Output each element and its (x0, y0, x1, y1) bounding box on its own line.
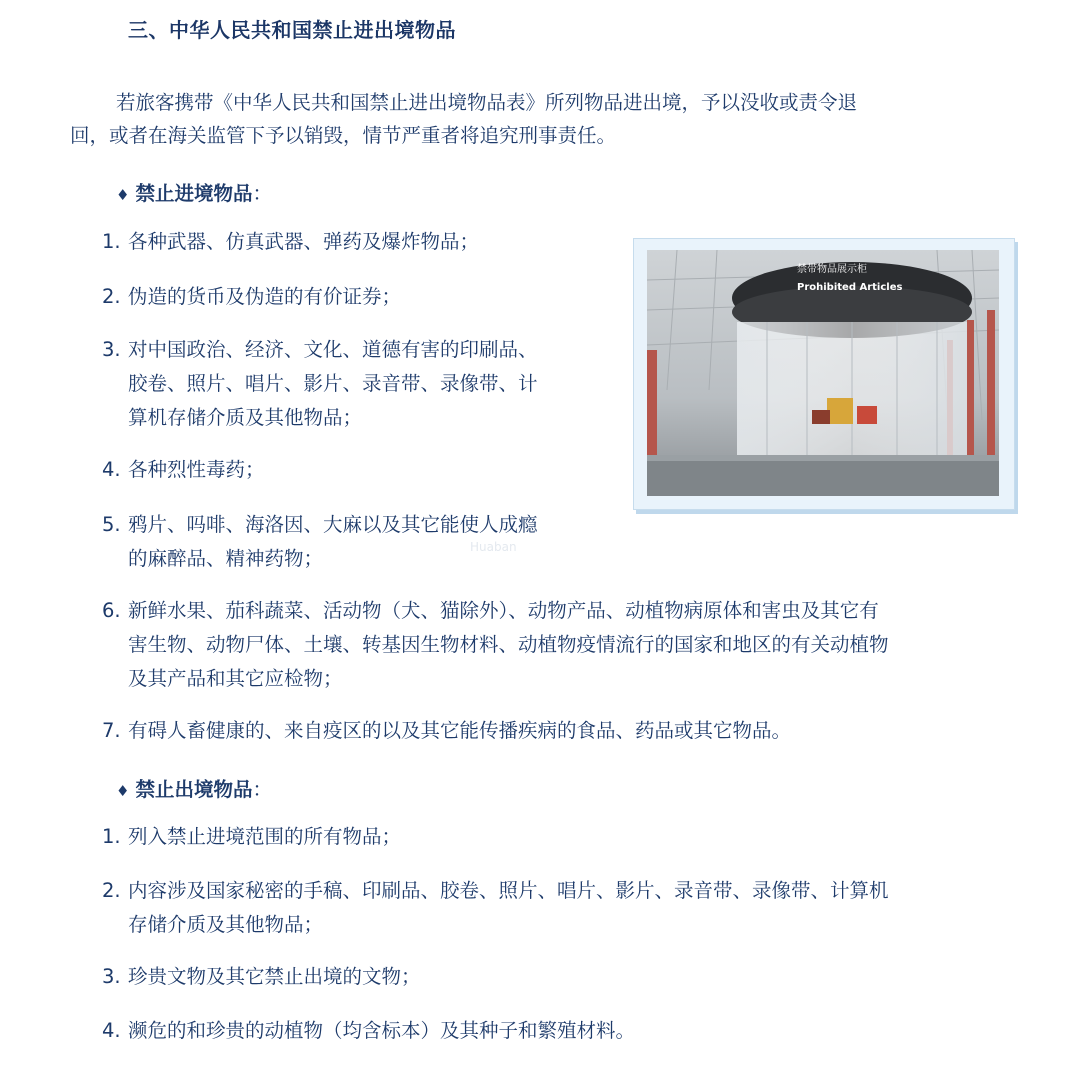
watermark: Huaban (470, 540, 517, 554)
prohibited-articles-photo (647, 250, 999, 496)
import-section-title (116, 178, 272, 206)
export-item-1 (102, 820, 401, 854)
item-text: 濒危的和珍贵的动植物（均含标本）及其种子和繁殖材料。 (128, 1019, 636, 1042)
item-text: 珍贵文物及其它禁止出境的文物； (128, 965, 421, 988)
diamond-bullet-icon: ♦ (116, 186, 130, 204)
item-text: 新鲜水果、茄科蔬菜、活动物（犬、猫除外）、动物产品、动植物病原体和害虫及其它有 (128, 599, 879, 622)
sign-chinese: 禁带物品展示柜 (797, 264, 867, 275)
import-item-3 (102, 333, 538, 435)
item-number: 3. (102, 965, 121, 988)
export-item-4 (102, 1014, 635, 1048)
sign-english: Prohibited Articles (797, 282, 903, 293)
item-text: 存储介质及其他物品； (128, 913, 324, 936)
page-heading: 三、中华人民共和国禁止进出境物品 (128, 18, 456, 42)
intro-paragraph (70, 86, 1010, 152)
item-text: 对中国政治、经济、文化、道德有害的印刷品、 (128, 338, 538, 361)
export-item-2 (102, 874, 889, 942)
item-number: 3. (102, 338, 121, 361)
item-text: 的麻醉品、精神药物； (128, 547, 324, 570)
item-number: 5. (102, 513, 121, 536)
intro-line-1: 若旅客携带《中华人民共和国禁止进出境物品表》所列物品进出境，予以没收或责令退 (116, 91, 858, 114)
item-text: 及其产品和其它应检物； (128, 667, 343, 690)
item-text: 各种武器、仿真武器、弹药及爆炸物品； (128, 230, 480, 253)
intro-line-2: 回，或者在海关监管下予以销毁，情节严重者将追究刑事责任。 (70, 124, 617, 147)
import-item-6 (102, 594, 889, 696)
import-item-4 (102, 453, 265, 487)
import-item-2 (102, 280, 401, 314)
item-text: 害生物、动物尸体、土壤、转基因生物材料、动植物疫情流行的国家和地区的有关动植物 (128, 633, 889, 656)
item-text: 胶卷、照片、唱片、影片、录音带、录像带、计 (128, 372, 538, 395)
item-number: 1. (102, 230, 121, 253)
import-item-1 (102, 225, 479, 259)
import-title-colon: ： (252, 182, 272, 205)
item-text: 有碍人畜健康的、来自疫区的以及其它能传播疾病的食品、药品或其它物品。 (128, 719, 792, 742)
item-number: 4. (102, 1019, 121, 1042)
item-text: 鸦片、吗啡、海洛因、大麻以及其它能使人成瘾 (128, 513, 538, 536)
item-number: 4. (102, 458, 121, 481)
export-item-3 (102, 960, 421, 994)
item-number: 2. (102, 285, 121, 308)
item-text: 列入禁止进境范围的所有物品； (128, 825, 402, 848)
item-text: 各种烈性毒药； (128, 458, 265, 481)
item-number: 2. (102, 879, 121, 902)
item-text: 算机存储介质及其他物品； (128, 406, 363, 429)
export-title-text: 禁止出境物品 (135, 778, 253, 801)
import-title-text: 禁止进境物品 (135, 182, 253, 205)
item-number: 6. (102, 599, 121, 622)
item-number: 7. (102, 719, 121, 742)
diamond-bullet-icon: ♦ (116, 782, 130, 800)
import-item-7 (102, 714, 791, 748)
item-text: 内容涉及国家秘密的手稿、印刷品、胶卷、照片、唱片、影片、录音带、录像带、计算机 (128, 879, 889, 902)
export-section-title (116, 774, 272, 802)
item-text: 伪造的货币及伪造的有价证券； (128, 285, 402, 308)
export-title-colon: ： (252, 778, 272, 801)
item-number: 1. (102, 825, 121, 848)
